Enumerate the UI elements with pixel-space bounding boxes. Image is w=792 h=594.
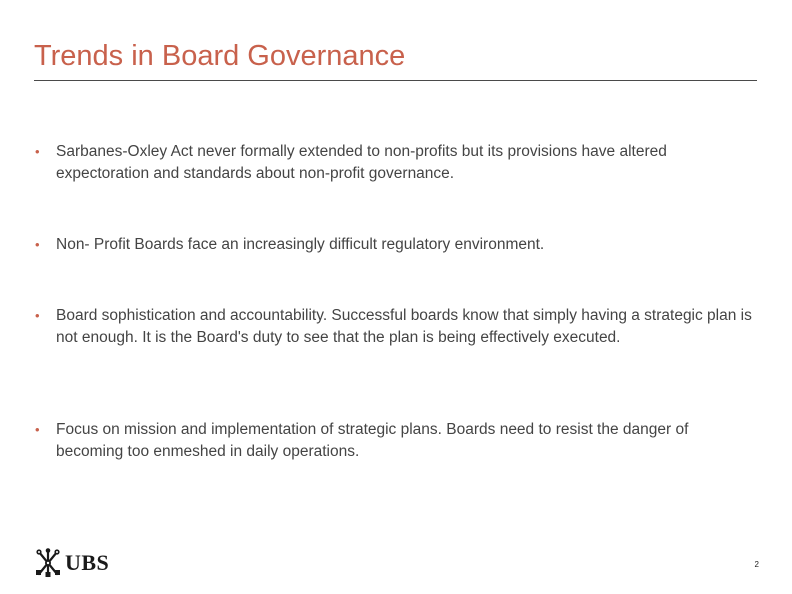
page-number: 2 xyxy=(754,560,759,569)
bullet-item xyxy=(34,305,756,349)
bullet-item xyxy=(34,234,756,256)
bullet-text: Focus on mission and implementation of strategic plans. Boards need to resist the danger of becoming too enmeshed in daily operations. xyxy=(56,421,689,460)
ubs-logo xyxy=(34,546,109,580)
logo-text: UBS xyxy=(65,550,110,575)
title-divider xyxy=(34,80,757,81)
bullet-text: Board sophistication and accountability. Successful boards know that simply having a strategic plan is not enough. It is the Board's duty to see that the plan is being effectively executed. xyxy=(56,307,752,346)
bullet-text: Sarbanes-Oxley Act never formally extended to non-profits but its provisions have altered expectoration and standards about non-profit governance. xyxy=(56,143,667,182)
ubs-keys-icon xyxy=(34,548,62,578)
bullet-marker: • xyxy=(35,422,40,437)
bullet-item xyxy=(34,141,756,185)
slide-title: Trends in Board Governance xyxy=(34,40,406,72)
bullet-marker: • xyxy=(35,308,40,323)
bullet-text: Non- Profit Boards face an increasingly difficult regulatory environment. xyxy=(56,236,545,253)
bullet-marker: • xyxy=(35,144,40,159)
bullet-marker: • xyxy=(35,237,40,252)
bullet-item xyxy=(34,419,756,463)
